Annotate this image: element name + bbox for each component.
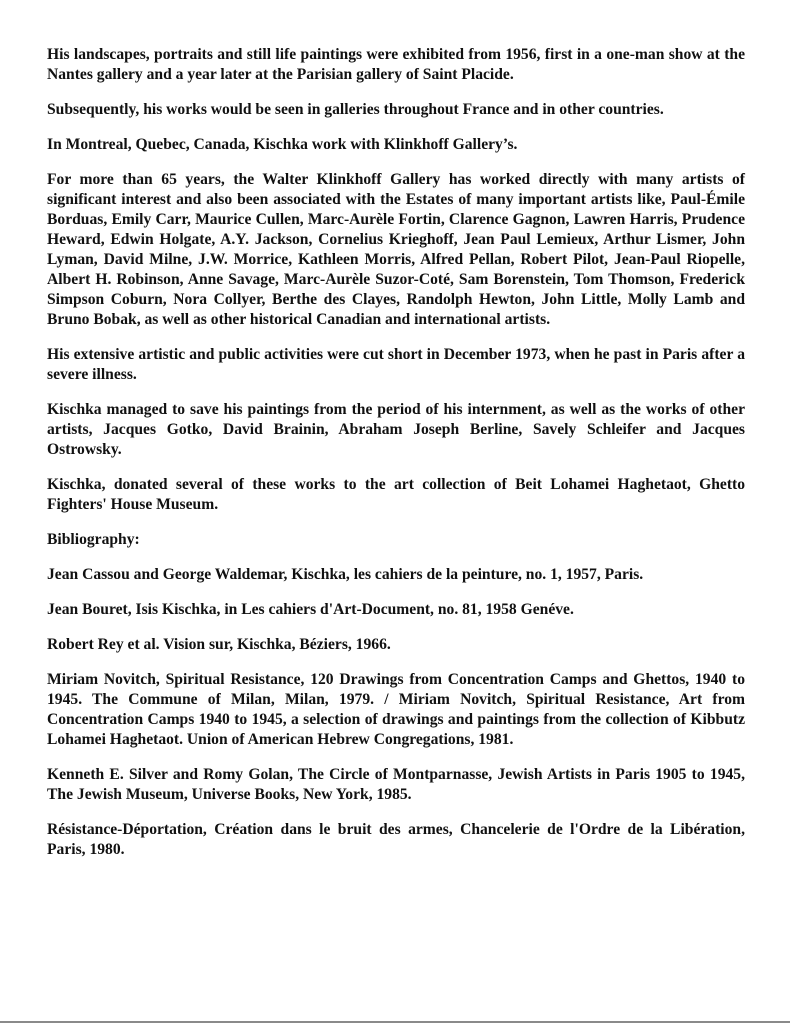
bibliography-entry-silver: Kenneth E. Silver and Romy Golan, The Circle of Montparnasse, Jewish Artists in Paris 1905 to 1945, The Jewish Museum, Universe Books, New York, 1985.: [47, 766, 745, 803]
bibliography-heading: Bibliography:: [47, 531, 140, 548]
paragraph-klinkhoff: For more than 65 years, the Walter Klinkhoff Gallery has worked directly with many artists of significant interest and also been associated with the Estates of many important artists like, Paul-Émile Borduas, Emily Carr, Maurice Cullen, Marc-Aurèle Fortin, Clarence Gagnon, Lawren Harris, Prudence Heward, Edwin Holgate, A.Y. Jackson, Cornelius Krieghoff, Jean Paul Lemieux, Arthur Lismer, John Lyman, David Milne, J.W. Morrice, Kathleen Morris, Alfred Pellan, Robert Pilot, Jean-Paul Riopelle, Albert H. Robinson, Anne Savage, Marc-Aurèle Suzor-Coté, Sam Borenstein, Tom Thomson, Frederick Simpson Coburn, Nora Collyer, Berthe des Clayes, Randolph Hewton, John Little, Molly Lamb and Bruno Bobak, as well as other historical Canadian and international artists.: [47, 171, 745, 328]
bibliography-entry-novitch: Miriam Novitch, Spiritual Resistance, 120 Drawings from Concentration Camps and Ghettos, 1940 to 1945. The Commune of Milan, Milan, 1979. / Miriam Novitch, Spiritual Resistance, Art from Concentration Camps 1940 to 1945, a selection of drawings and paintings from the collection of Kibbutz Lohamei Haghetaot. Union of American Hebrew Congregations, 1981.: [47, 671, 745, 748]
paragraph-donation: Kischka, donated several of these works to the art collection of Beit Lohamei Haghetaot, Ghetto Fighters' House Museum.: [47, 476, 745, 513]
paragraph-internment: Kischka managed to save his paintings from the period of his internment, as well as the works of other artists, Jacques Gotko, David Brainin, Abraham Joseph Berline, Savely Schleifer and Jacques Ostrowsky.: [47, 401, 745, 458]
document-body: [47, 45, 745, 875]
bibliography-entry-cassou: Jean Cassou and George Waldemar, Kischka, les cahiers de la peinture, no. 1, 1957, Paris.: [47, 566, 644, 583]
bibliography-entry-bouret: Jean Bouret, Isis Kischka, in Les cahiers d'Art-Document, no. 81, 1958 Genéve.: [47, 601, 574, 618]
bibliography-entry-resistance: Résistance-Déportation, Création dans le bruit des armes, Chancelerie de l'Ordre de la Libération, Paris, 1980.: [47, 821, 745, 858]
page-bottom-border: [0, 1021, 790, 1023]
bibliography-entry-rey: Robert Rey et al. Vision sur, Kischka, Béziers, 1966.: [47, 636, 391, 653]
paragraph-galleries: Subsequently, his works would be seen in galleries throughout France and in other countries.: [47, 101, 664, 118]
paragraph-death: His extensive artistic and public activities were cut short in December 1973, when he past in Paris after a severe illness.: [47, 346, 745, 383]
paragraph-exhibitions: His landscapes, portraits and still life paintings were exhibited from 1956, first in a one-man show at the Nantes gallery and a year later at the Parisian gallery of Saint Placide.: [47, 46, 745, 83]
paragraph-montreal: In Montreal, Quebec, Canada, Kischka work with Klinkhoff Gallery’s.: [47, 136, 518, 153]
